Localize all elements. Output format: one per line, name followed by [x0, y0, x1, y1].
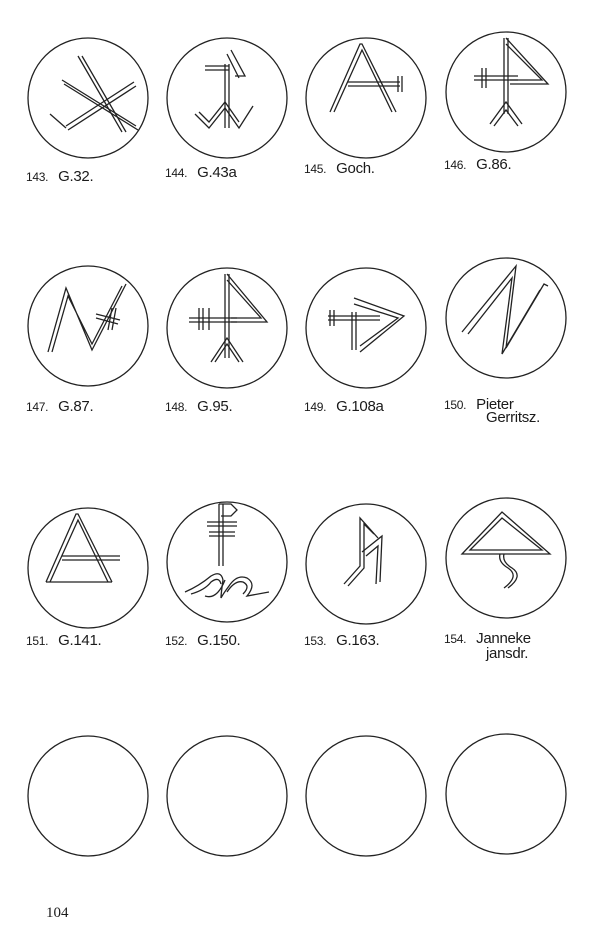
- mark-number: 149.: [304, 400, 327, 414]
- mark-name: G.141.: [58, 632, 102, 649]
- mark-name: Pieter: [476, 396, 514, 413]
- mark-number: 146.: [444, 158, 467, 172]
- mark-number: 154.: [444, 632, 467, 646]
- t-arrow-mark-icon: [304, 266, 428, 390]
- empty-circle-icon: [444, 732, 568, 856]
- mark-name: G.43a: [197, 164, 237, 181]
- cross-heart-mark-icon: [165, 500, 289, 624]
- n-cross-mark-icon: [26, 264, 150, 388]
- asterisk-v-mark-icon: [26, 36, 150, 160]
- mark-name: G.86.: [476, 156, 512, 173]
- mark-number: 150.: [444, 398, 467, 412]
- a-frame-mark-icon: [304, 36, 428, 160]
- mark-name: G.108a: [336, 398, 384, 415]
- cross-zigzag-mark-icon: [165, 36, 289, 160]
- triangle-hook-mark-icon: [444, 496, 568, 620]
- mark-name: G.95.: [197, 398, 233, 415]
- mark-number: 145.: [304, 162, 327, 176]
- page-number: 104: [46, 905, 69, 921]
- mark-name: Janneke: [476, 630, 531, 647]
- zigzag-mark-icon: [304, 502, 428, 626]
- mark-name: G.32.: [58, 168, 94, 185]
- mark-name: G.87.: [58, 398, 94, 415]
- mark-name-line2: Gerritsz.: [486, 409, 540, 426]
- mark-number: 152.: [165, 634, 188, 648]
- double-cross-flag-mark-icon: [165, 266, 289, 390]
- mark-name: Goch.: [336, 160, 375, 177]
- flag-cross-mark-icon: [444, 30, 568, 154]
- mark-number: 151.: [26, 634, 49, 648]
- mark-name: G.163.: [336, 632, 380, 649]
- mark-number: 147.: [26, 400, 49, 414]
- empty-circle-icon: [304, 734, 428, 858]
- mark-name-line2: jansdr.: [486, 645, 529, 662]
- triangle-bar-mark-icon: [26, 506, 150, 630]
- mark-number: 148.: [165, 400, 188, 414]
- mark-number: 153.: [304, 634, 327, 648]
- mark-number: 143.: [26, 170, 49, 184]
- empty-circle-icon: [26, 734, 150, 858]
- n-letter-mark-icon: [444, 256, 568, 380]
- empty-circle-icon: [165, 734, 289, 858]
- mark-number: 144.: [165, 166, 188, 180]
- mark-name: G.150.: [197, 632, 241, 649]
